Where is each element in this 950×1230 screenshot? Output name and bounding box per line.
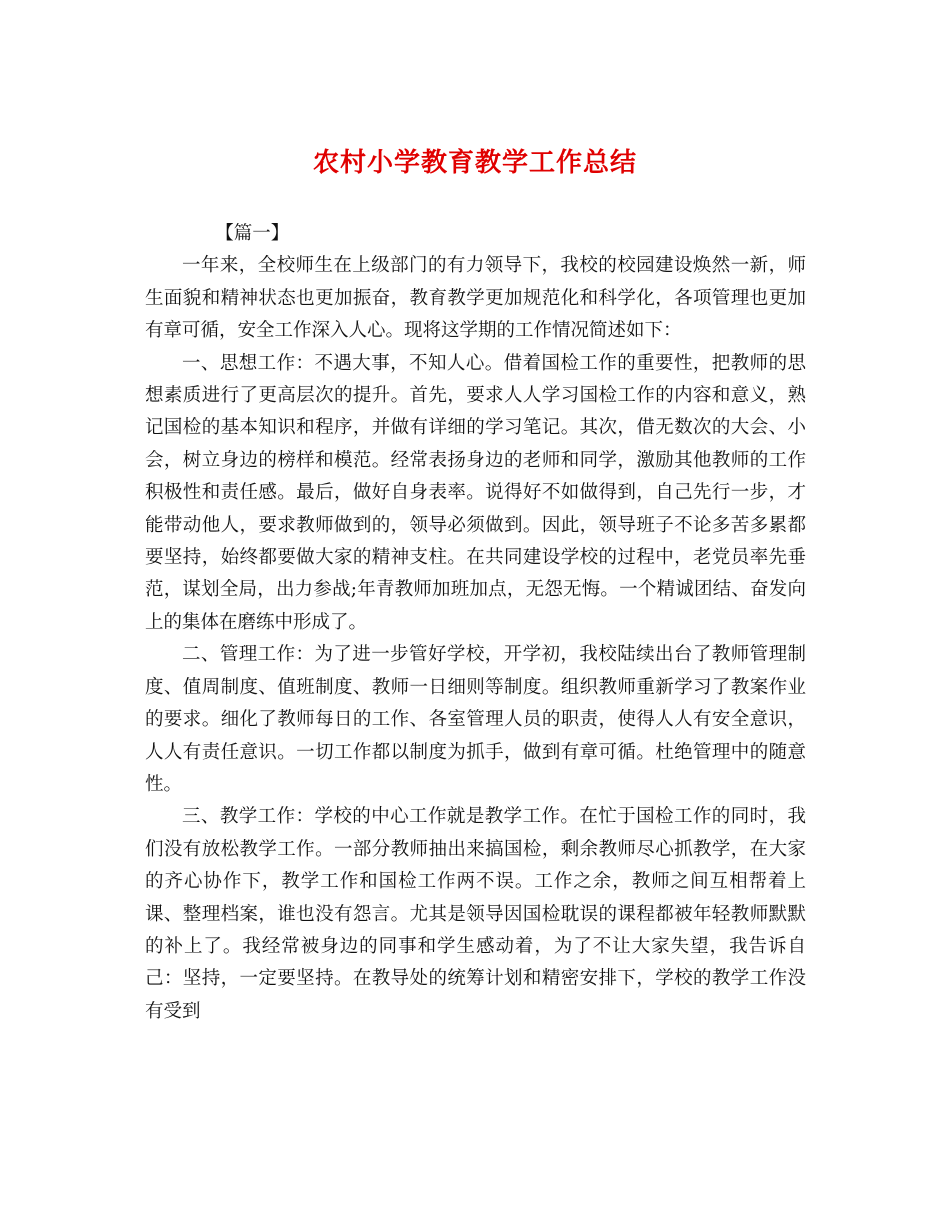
paragraph-management-work: 二、管理工作：为了进一步管好学校，开学初，我校陆续出台了教师管理制度、值周制度、值班制度、教师一日细则等制度。组织教师重新学习了教案作业的要求。细化了教师每日的工作、各室管理人员的职责，使得人人有安全意识，人人有责任意识。一切工作都以制度为抓手，做到有章可循。杜绝管理中的随意性。	[145, 644, 806, 795]
paragraph-intro: 一年来，全校师生在上级部门的有力领导下，我校的校园建设焕然一新，师生面貌和精神状态也更加振奋，教育教学更加规范化和科学化，各项管理也更加有章可循，安全工作深入人心。现将这学期的工作情况简述如下：	[145, 255, 806, 342]
document-title: 农村小学教育教学工作总结	[312, 148, 637, 178]
section-label: 【篇一】	[215, 223, 290, 244]
paragraph-teaching-work: 三、教学工作：学校的中心工作就是教学工作。在忙于国检工作的同时，我们没有放松教学工作。一部分教师抽出来搞国检，剩余教师尽心抓教学，在大家的齐心协作下，教学工作和国检工作两不误。工作之余，教师之间互相帮着上课、整理档案，谁也没有怨言。尤其是领导因国检耽误的课程都被年轻教师默默的补上了。我经常被身边的同事和学生感动着，为了不让大家失望，我告诉自己：坚持，一定要坚持。在教导处的统筹计划和精密安排下，学校的教学工作没有受到	[145, 806, 806, 1022]
paragraph-ideology-work: 一、思想工作：不遇大事，不知人心。借着国检工作的重要性，把教师的思想素质进行了更高层次的提升。首先，要求人人学习国检工作的内容和意义，熟记国检的基本知识和程序，并做有详细的学习笔记。其次，借无数次的大会、小会，树立身边的榜样和模范。经常表扬身边的老师和同学，激励其他教师的工作积极性和责任感。最后，做好自身表率。说得好不如做得到，自己先行一步，才能带动他人，要求教师做到的，领导必须做到。因此，领导班子不论多苦多累都要坚持，始终都要做大家的精神支柱。在共同建设学校的过程中，老党员率先垂范，谋划全局，出力参战;年青教师加班加点，无怨无悔。一个精诚团结、奋发向上的集体在磨练中形成了。	[145, 352, 806, 633]
document-body	[145, 218, 806, 1028]
